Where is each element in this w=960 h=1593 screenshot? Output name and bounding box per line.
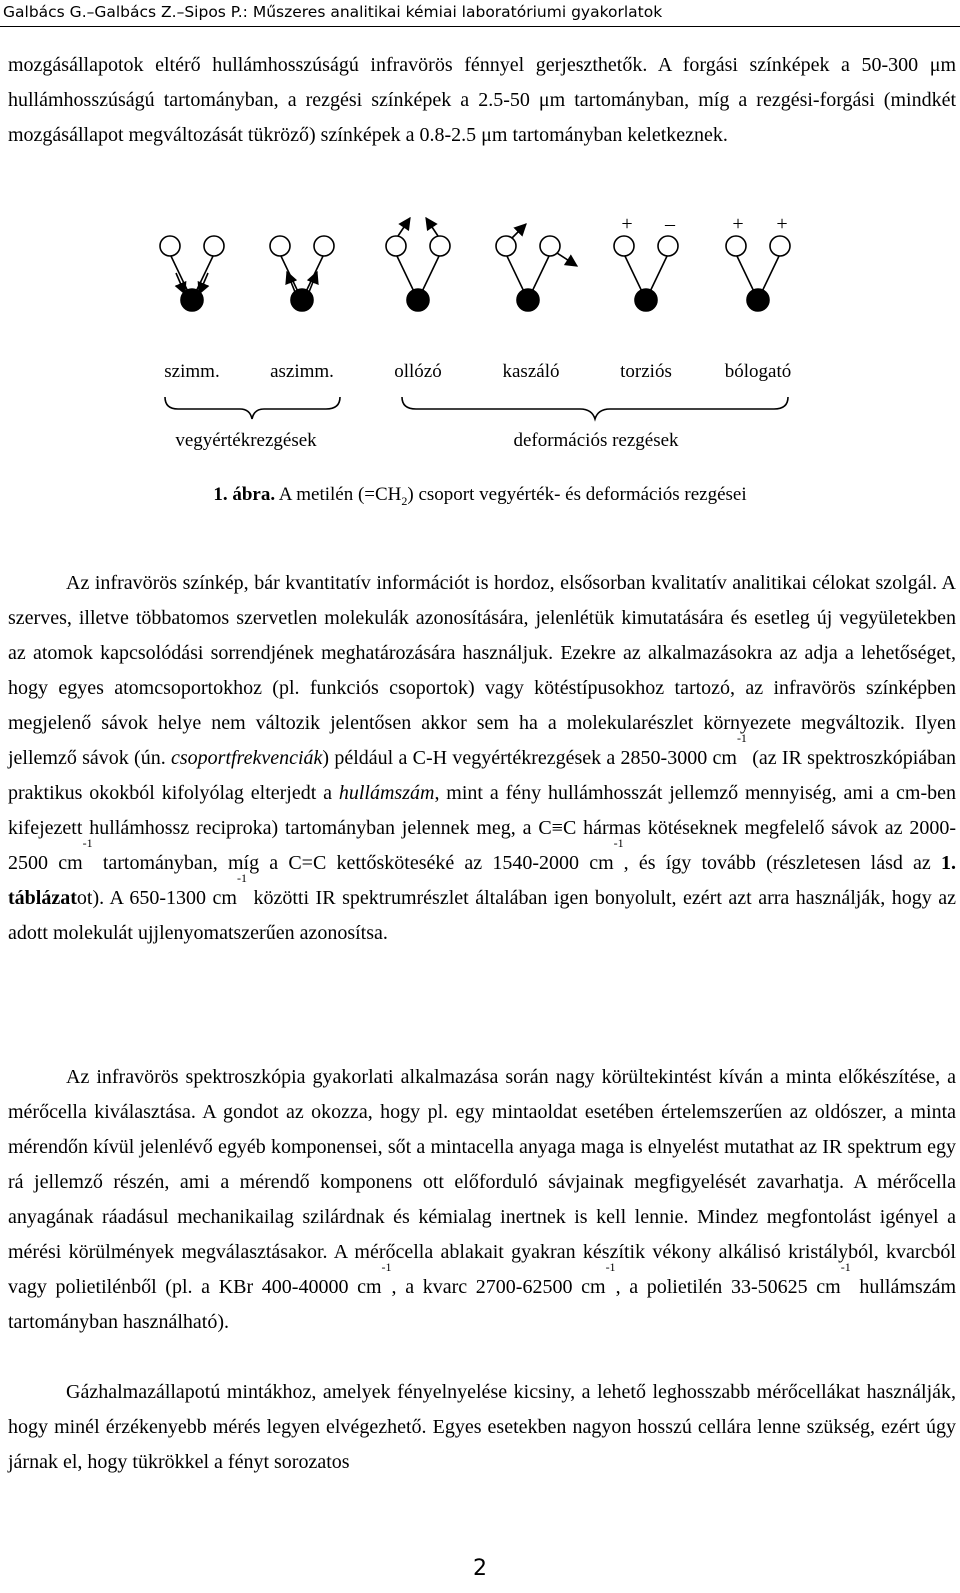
group-label-deformation: deformációs rezgések	[513, 430, 679, 450]
sign-4: +	[776, 213, 788, 235]
mode-label-aszimm: aszimm.	[270, 361, 334, 382]
methylene-vibration-figure	[0, 0, 960, 450]
mode-label-ollozo: ollózó	[394, 361, 442, 382]
paragraph-3: Gázhalmazállapotú mintákhoz, amelyek fényelnyelése kicsiny, a lehető leghosszabb mérőcellákat használják, hogy minél érzékenyebb mérés legyen elvégezhető. Egyes esetekben nagyon hosszú cellára lenne szükség, ezért úgy járnak el, hogy tükrökkel a fényt sorozatos	[8, 1381, 956, 1473]
sign-3: +	[732, 213, 744, 235]
caption-label: 1. ábra.	[213, 484, 276, 505]
brace-valence	[165, 397, 340, 419]
group-label-valence: vegyértékrezgések	[175, 430, 317, 450]
mode-label-torzios: torziós	[620, 361, 672, 382]
mode-asymmetric-stretch	[270, 236, 334, 311]
paragraph-2: Az infravörös spektroszkópia gyakorlati alkalmazása során nagy körültekintést kíván a minta előkészítése, a mérőcella kiválasztása. A gondot az okozza, hogy pl. egy mintaoldat esetében értelemszerűen az oldószer, a minta mérendőn kívül jelenlévő egyéb komponensei, sőt a mintacella anyaga maga is elnyelést mutathat az IR spektrum egy rá jellemző részén, ami a mérendő komponens ott előforduló sávjainak megfigyelését zavarhatja. A mérőcella anyagának ráadásul mechanikailag szilárdnak és kémialag inertnek is kell lennie. Mindez megfontolást igényel a mérési körülmények megválasztásakor. A mérőcella ablakait gyakran készítik vékony alkálisó kristályból, kvarcból vagy polietilénből (pl. a KBr 400-40000 $cm^{-1}$, a kvarc 2700-62500 $cm^{-1}$, a polietilén 33-50625 $cm^{-1}$ hullámszám tartományban használható).	[8, 1066, 956, 1333]
mode-scissoring	[386, 218, 450, 311]
figure-caption: 1. ábra. A metilén $(=CH_2)$ csoport vegyérték- és deformációs rezgései	[213, 484, 747, 508]
mode-label-bologato: bólogató	[724, 361, 792, 382]
mode-wagging	[496, 224, 577, 311]
running-header: Galbács G.–Galbács Z.–Sipos P.: Műszeres analitikai kémiai laboratóriumi gyakorlatok	[3, 3, 663, 21]
page-number: 2	[473, 1556, 487, 1581]
sign-2: –	[665, 213, 675, 235]
mode-rocking	[726, 236, 790, 311]
mode-label-szimm: szimm.	[164, 361, 220, 382]
brace-deformation	[402, 397, 788, 419]
sign-1: +	[621, 213, 633, 235]
mode-symmetric-stretch	[160, 236, 224, 311]
mode-label-kaszalo: kaszáló	[502, 361, 560, 382]
mode-twisting	[614, 236, 678, 311]
intro-text: mozgásállapotok eltérő hullámhosszúságú infravörös fénnyel gerjeszthetők. A forgási színképek a 50-300 μm hullámhosszúságú tartományban, a rezgési színképek a 2.5-50 μm tartományban, míg a rezgési-forgási (mindkét mozgásállapot megváltozását tükröző) színképek a 0.8-2.5 μm tartományban keletkeznek.	[8, 54, 956, 146]
paragraph-1: Az infravörös színkép, bár kvantitatív információt is hordoz, elsősorban kvalitatív analitikai célokat szolgál. A szerves, illetve többatomos szervetlen molekulák azonosítására, jelenlétük kimutatására és esetleg új vegyületekben az atomok kapcsolódási sorrendjének meghatározására használjuk. Ezekre az alkalmazásokra az adja a lehetőséget, hogy egyes atomcsoportokhoz (pl. funkciós csoportok) vagy kötéstípusokhoz tartozó, az infravörös színképben megjelenő sávok helye nem változik jelentősen akkor sem ha a molekularészlet környezete megváltozik. Ilyen jellemző sávok (ún. csoportfrekvenciák) például a C-H vegyértékrezgések a 2850-3000 $cm^{-1}$ (az IR spektroszkópiában praktikus okokból kifolyólag elterjedt a hullámszám, mint a fény hullámhosszát jellemző mennyiség, ami a cm-ben kifejezett hullámhossz reciproka) tartományban jelennek meg, a C≡C hármas kötéseknek megfelelő sávok az 2000-2500 $cm^{-1}$ tartományban, míg a C=C kettősköteséké az 1540-2000 $cm^{-1}$, és így tovább (részletesen lásd az 1. táblázatot). A 650-1300 $cm^{-1}$ közötti IR spektrumrészlet általában igen bonyolult, ezért azt arra használják, hogy az adott molekulát ujjlenyomatszerűen azonosítsa.	[8, 572, 957, 944]
